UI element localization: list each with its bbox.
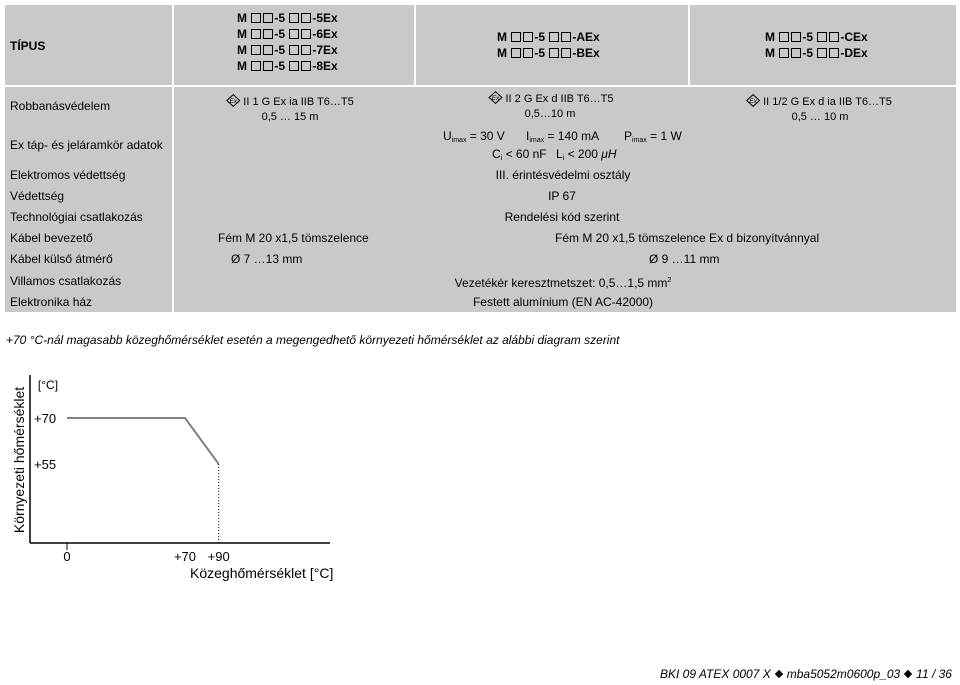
temperature-derating-chart	[0, 375, 360, 585]
row-label-circuit: Ex táp- és jeláramkör adatok	[10, 138, 163, 152]
page-footer	[660, 667, 952, 681]
svg-text:Ex: Ex	[749, 98, 757, 105]
explosion-col1-range: 0,5 … 15 m	[261, 111, 319, 123]
y-tick-label: +70	[34, 411, 57, 426]
type-label: TÍPUS	[10, 39, 46, 53]
cable-entry-col23: Fém M 20 x1,5 tömszelence Ex d bizonyítvánnyal	[555, 231, 820, 245]
series-line-0	[67, 418, 219, 464]
diamond-icon	[774, 670, 782, 678]
explosion-col2-marking: Ex II 2 G Ex d IIB T6…T5	[488, 91, 613, 106]
temperature-note: +70 °C-nál magasabb közeghőmérséklet esetén a megengedhető környezeti hőmérséklet az alábbi diagram szerint	[6, 333, 620, 347]
electric-value: III. érintésvédelmi osztály	[495, 168, 631, 182]
cable-entry-col1: Fém M 20 x1,5 tömszelence	[218, 231, 369, 245]
cable-dia-col1: Ø 7 …13 mm	[231, 252, 303, 266]
row-label-electric: Elektromos védettség	[10, 168, 126, 182]
row-label-tech: Technológiai csatlakozás	[10, 210, 143, 224]
series-group	[67, 418, 219, 543]
footer-file-id: mba5052m0600p_03	[786, 667, 901, 681]
ex-mark-icon	[226, 94, 240, 107]
row-label-explosion: Robbanásvédelem	[10, 99, 111, 113]
ex-mark-icon	[746, 94, 760, 107]
explosion-col2-range: 0,5…10 m	[524, 108, 576, 120]
explosion-col3-marking: Ex II 1/2 G Ex d ia IIB T6…T5	[746, 94, 892, 109]
row-label-ip: Védettség	[10, 189, 65, 203]
explosion-col1-marking: Ex II 1 G Ex ia IIB T6…T5	[226, 94, 353, 109]
row-label-housing: Elektronika ház	[10, 295, 93, 309]
ticks-group	[34, 411, 230, 564]
x-axis-label: Közeghőmérséklet [°C]	[190, 565, 334, 581]
footer-doc-id: BKI 09 ATEX 0007 X	[660, 667, 771, 681]
ip-value: IP 67	[548, 189, 576, 203]
footer-page-number: 11 / 36	[916, 667, 952, 681]
y-tick-label: +55	[34, 457, 57, 473]
x-tick-label: 0	[63, 549, 71, 564]
explosion-col3-range: 0,5 … 10 m	[791, 111, 849, 123]
tech-value: Rendelési kód szerint	[504, 210, 620, 224]
svg-text:Ex: Ex	[491, 95, 500, 102]
housing-value: Festett alumínium (EN AC-42000)	[472, 295, 654, 309]
y-unit-label: [°C]	[37, 378, 59, 392]
row-label-wiring: Villamos csatlakozás	[10, 274, 122, 288]
cable-dia-col23: Ø 9 …11 mm	[649, 252, 720, 266]
diamond-icon	[904, 670, 912, 678]
x-tick-label: +90	[207, 549, 230, 564]
wiring-value: Vezetékér keresztmetszet: 0,5…1,5 $mm^2$	[454, 276, 672, 290]
row-label-cable-dia: Kábel külső átmérő	[10, 252, 113, 266]
y-axis-label: Környezeti hőmérséklet	[11, 386, 27, 534]
row-label-cable-entry: Kábel bevezető	[10, 231, 93, 245]
ex-mark-icon	[488, 91, 502, 104]
svg-text:Ex: Ex	[229, 98, 238, 105]
x-tick-label: +70	[173, 549, 197, 564]
